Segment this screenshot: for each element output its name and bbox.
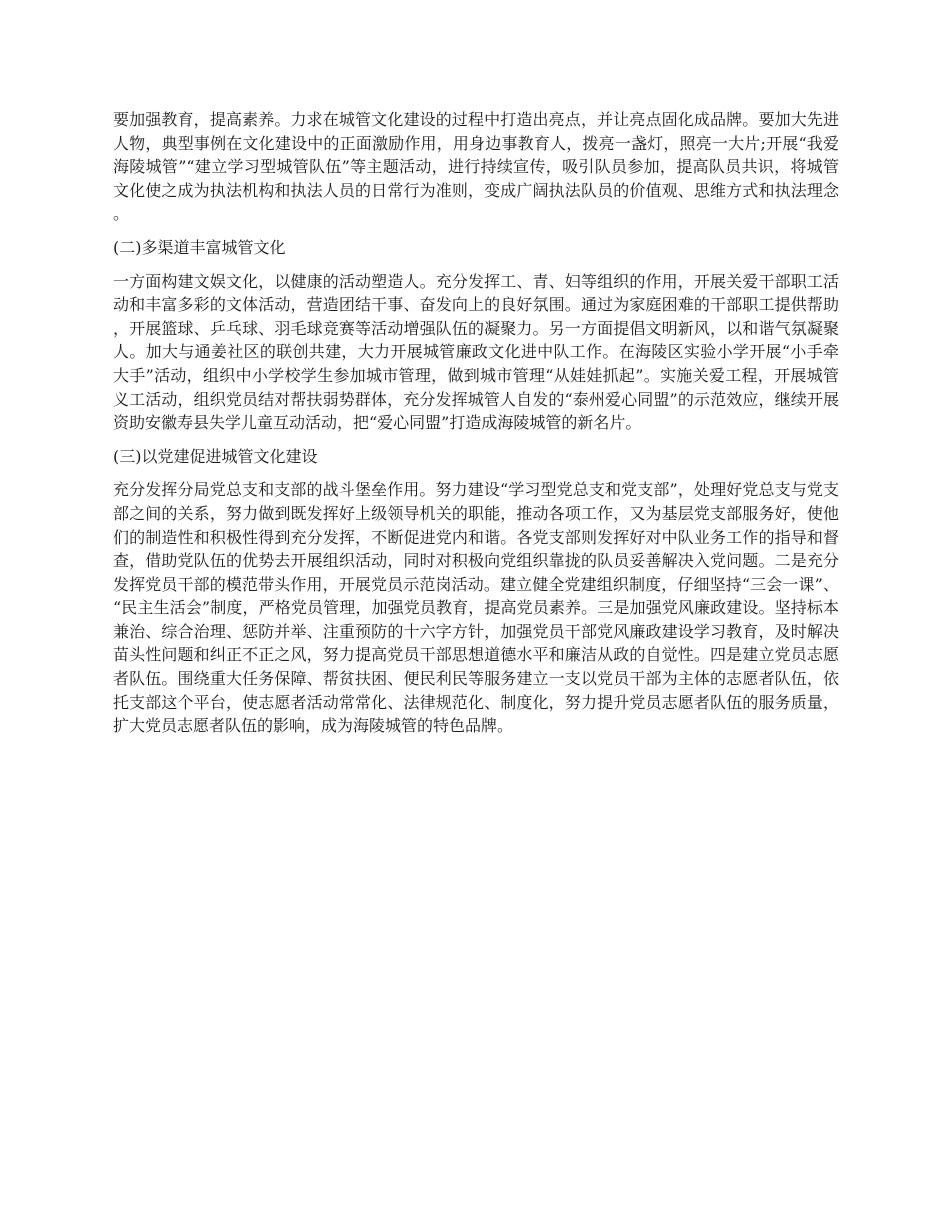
section-heading-culture-channels: (二)多渠道丰富城管文化 [113, 237, 286, 257]
document-page [113, 108, 839, 738]
section-heading-party-building: (三)以党建促进城管文化建设 [113, 446, 318, 466]
paragraph-party-building: 充分发挥分局党总支和支部的战斗堡垒作用。努力建设“学习型党总支和党支部”，处理好党总支与党支部之间的关系，努力做到既发挥好上级领导机关的职能，推动各项工作，又为基层党支部服务好，使他们的制造性和积极性得到充分发挥，不断促进党内和谐。各党支部则发挥好对中队业务工作的指导和督查，借助党队伍的优势去开展组织活动，同时对积极向党组织靠拢的队员妥善解决入党问题。二是充分发挥党员干部的模范带头作用，开展党员示范岗活动。建立健全党建组织制度，仔细坚持“三会一课”、“民主生活会”制度，严格党员管理，加强党员教育，提高党员素养。三是加强党风廉政建设。坚持标本兼治、综合治理、惩防并举、注重预防的十六字方针，加强党员干部党风廉政建设学习教育，及时解决苗头性问题和纠正不正之风，努力提高党员干部思想道德水平和廉洁从政的自觉性。四是建立党员志愿者队伍。围绕重大任务保障、帮贫扶困、便民利民等服务建立一支以党员干部为主体的志愿者队伍，依托支部这个平台，使志愿者活动常常化、法律规范化、制度化，努力提升党员志愿者队伍的服务质量，扩大党员志愿者队伍的影响，成为海陵城管的特色品牌。 [113, 480, 839, 736]
paragraph-culture-channels: 一方面构建文娱文化，以健康的活动塑造人。充分发挥工、青、妇等组织的作用，开展关爱干部职工活动和丰富多彩的文体活动，营造团结干事、奋发向上的良好氛围。通过为家庭困难的干部职工提供帮助，开展篮球、乒乓球、羽毛球竞赛等活动增强队伍的凝聚力。另一方面提倡文明新风，以和谐气氛凝聚人。加大与通姜社区的联创共建，大力开展城管廉政文化进中队工作。在海陵区实验小学开展“小手牵大手”活动，组织中小学校学生参加城市管理，做到城市管理“从娃娃抓起”。实施关爱工程，开展城管义工活动，组织党员结对帮扶弱势群体，充分发挥城管人自发的“泰州爱心同盟”的示范效应，继续开展资助安徽寿县失学儿童互动活动，把“爱心同盟”打造成海陵城管的新名片。 [113, 271, 839, 433]
paragraph-education: 要加强教育，提高素养。力求在城管文化建设的过程中打造出亮点，并让亮点固化成品牌。要加大先进人物，典型事例在文化建设中的正面激励作用，用身边事教育人，拨亮一盏灯，照亮一大片;开展“我爱海陵城管”“建立学习型城管队伍”等主题活动，进行持续宣传，吸引队员参加，提高队员共识，将城管文化使之成为执法机构和执法人员的日常行为准则，变成广阔执法队员的价值观、思维方式和执法理念。 [113, 110, 839, 224]
